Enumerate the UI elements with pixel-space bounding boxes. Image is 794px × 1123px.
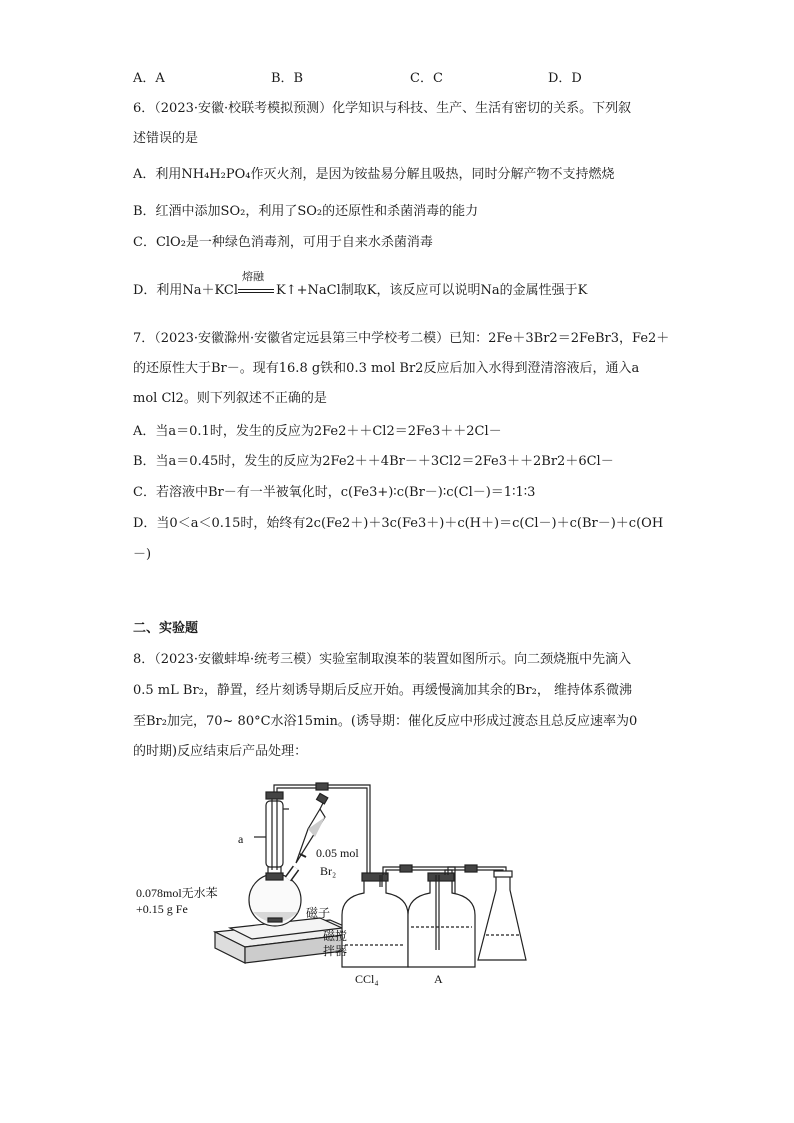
q8-stem-line-2: 0.5 mL Br₂，静置，经片刻诱导期后反应开始。再缓慢滴加其余的Br₂， 维持体系微沸 [133,683,632,698]
q6-option-b: B．红酒中添加SO₂，利用了SO₂的还原性和杀菌消毒的能力 [133,204,479,219]
label-bottle-a: A [434,972,443,986]
two-neck-flask [249,863,301,926]
q8-stem-line-3: 至Br₂加完，70~ 80°C水浴15min。(诱导期：催化反应中形成过渡态且总反应速率为0 [133,714,638,729]
label-stirrer-1: 磁搅 [323,929,348,943]
label-stirrer-2: 拌器 [323,944,348,958]
q6-option-a: A．利用NH₄H₂PO₄作灭火剂，是因为铵盐易分解且吸热，同时分解产物不支持燃烧 [133,167,615,182]
melt-condition-label: 熔融 [242,270,265,283]
bromobenzene-apparatus-figure [130,775,530,995]
q7-option-d-line-2: －) [133,547,152,562]
q8-stem-line-1: 8．（2023·安徽蚌埠·统考三模）实验室制取溴苯的装置如图所示。向二颈烧瓶中先滴入 [133,652,632,667]
q7-option-b: B．当a＝0.45时，发生的反应为2Fe2＋＋4Br－＋3Cl2＝2Fe3＋＋2Br2＋6Cl－ [133,454,614,469]
q6-option-c: C．ClO₂是一种绿色消毒剂，可用于自来水杀菌消毒 [133,235,433,250]
q6-option-d-suffix: K↑+NaCl制取K，该反应可以说明Na的金属性强于K [276,283,588,298]
q7-stem-line-2: 的还原性大于Br－。现有16.8 g铁和0.3 mol Br2反应后加入水得到澄清溶液后，通入a [133,361,640,376]
bottle-a [408,873,475,967]
label-a: a [238,832,244,846]
q7-stem-line-1: 7．（2023·安徽滁州·安徽省定远县第三中学校考二模）已知：2Fe＋3Br2＝2FeBr3，Fe2＋ [133,331,670,346]
q7-stem-line-3: mol Cl2。则下列叙述不正确的是 [133,391,327,406]
label-reactants-1: 0.078mol无水苯 [136,886,218,900]
q7-option-c: C．若溶液中Br－有一半被氧化时，c(Fe3+)∶c(Br－)∶c(Cl－)＝1∶1∶3 [133,485,536,500]
label-br2-formula: Br₂ [320,864,337,878]
section-title: 二、实验题 [133,621,199,636]
q5-option-a: A．A [133,71,165,86]
label-reactants-2: +0.15 g Fe [136,902,188,916]
erlenmeyer-flask [478,871,526,960]
q7-option-d-line-1: D．当0＜a＜0.15时，始终有2c(Fe2＋)＋3c(Fe3＋)＋c(H＋)＝c(Cl－)＋c(Br－)＋c(OH [133,516,664,531]
label-magnet: 磁子 [306,906,331,920]
q8-stem-line-4: 的时期)反应结束后产品处理： [133,744,308,759]
q6-option-d-prefix: D．利用Na＋KCl [133,283,239,298]
q7-option-a: A．当a＝0.1时，发生的反应为2Fe2＋＋Cl2＝2Fe3＋＋2Cl－ [133,424,502,439]
q6-stem-line-2: 述错误的是 [133,131,199,146]
melt-condition-arrow [238,270,276,298]
label-br2-amount: 0.05 mol [316,846,359,860]
q5-option-c: C．C [410,71,443,86]
reflux-condenser [254,792,289,870]
stir-bar [268,918,282,922]
ccl4-wash-bottle [342,873,408,967]
q6-stem-line-1: 6．（2023·安徽·校联考模拟预测）化学知识与科技、生产、生活有密切的关系。下列叙 [133,101,632,116]
q6-option-d [133,270,588,300]
q5-option-b: B．B [271,71,304,86]
label-ccl4: CCl₄ [355,972,379,986]
q5-option-d: D．D [548,71,582,86]
